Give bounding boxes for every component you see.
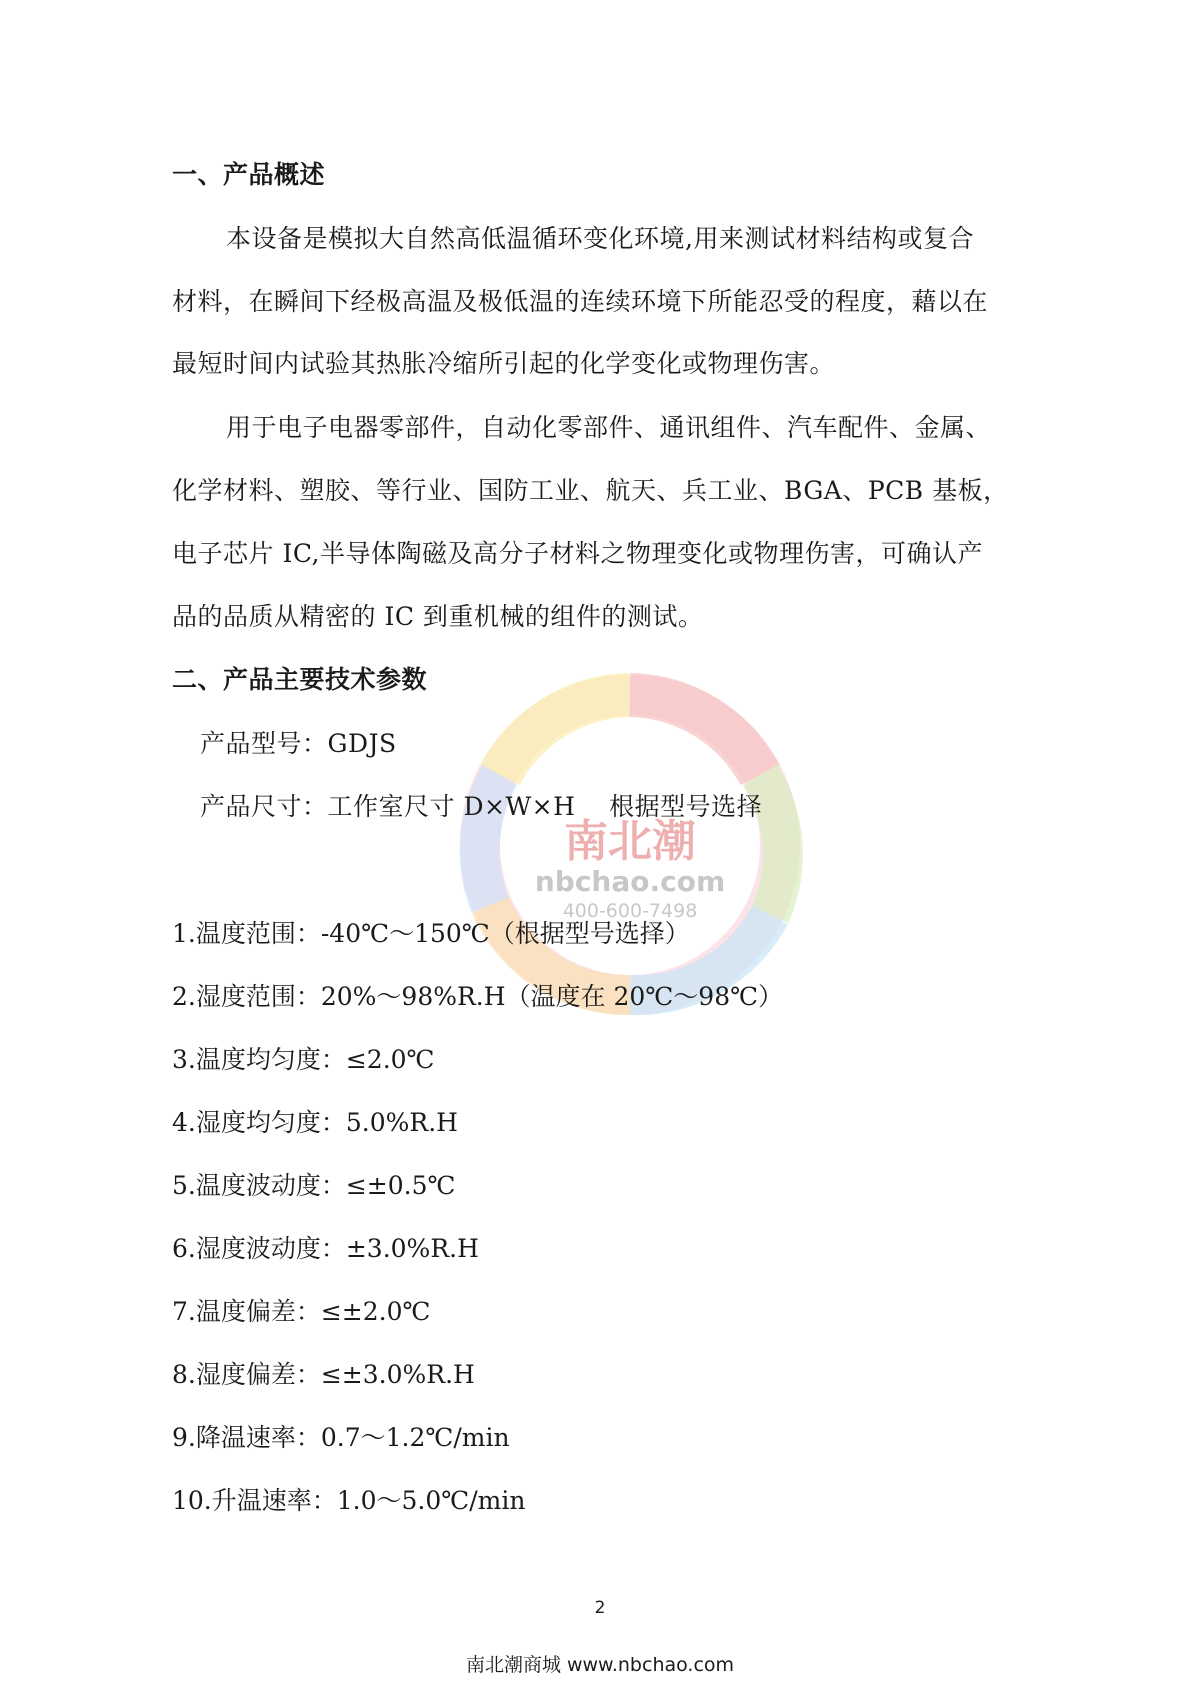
watermark-ring-icon [440,655,820,1035]
spec-item: 8.湿度偏差：≤±3.0%R.H [172,1360,475,1389]
spec-item: 1.温度范围：-40℃～150℃（根据型号选择） [172,919,690,948]
spec-item: 7.温度偏差：≤±2.0℃ [172,1297,431,1326]
watermark-phone: 400-600-7498 [562,900,698,922]
spec-item: 2.湿度范围：20%～98%R.H（温度在 20℃～98℃） [172,982,784,1011]
watermark-url: nbchao.com [534,865,726,898]
footer-brand: 南北潮商城 www.nbchao.com [465,1654,735,1676]
spec-item: 4.湿度均匀度：5.0%R.H [172,1108,458,1137]
product-size: 产品尺寸：工作室尺寸 D×W×H 根据型号选择 [200,792,763,821]
spec-item: 10.升温速率：1.0～5.0℃/min [172,1486,526,1515]
para2-line-2: 化学材料、塑胶、等行业、国防工业、航天、兵工业、BGA、PCB 基板， [172,476,1009,505]
section1-heading: 一、产品概述 [172,160,326,189]
para2-line-4: 品的品质从精密的 IC 到重机械的组件的测试。 [172,602,704,631]
section2-heading: 二、产品主要技术参数 [172,665,428,694]
para1-line-3: 最短时间内试验其热胀冷缩所引起的化学变化或物理伤害。 [172,349,836,378]
watermark-brand-cn: 南北潮 [564,816,696,867]
watermark-logo [440,655,820,1035]
para2-line-3: 电子芯片 IC,半导体陶磁及高分子材料之物理变化或物理伤害，可确认产 [172,539,984,568]
spec-item: 5.温度波动度：≤±0.5℃ [172,1171,456,1200]
spec-item: 6.湿度波动度：±3.0%R.H [172,1234,479,1263]
para1-line-1: 本设备是模拟大自然高低温循环变化环境,用来测试材料结构或复合 [226,224,974,253]
para1-line-2: 材料，在瞬间下经极高温及极低温的连续环境下所能忍受的程度，藉以在 [172,287,989,316]
page-number: 2 [594,1598,606,1618]
spec-item: 9.降温速率：0.7～1.2℃/min [172,1423,510,1452]
para2-line-1: 用于电子电器零部件，自动化零部件、通讯组件、汽车配件、金属、 [226,413,992,442]
product-model: 产品型号：GDJS [200,729,397,758]
spec-item: 3.温度均匀度：≤2.0℃ [172,1045,435,1074]
